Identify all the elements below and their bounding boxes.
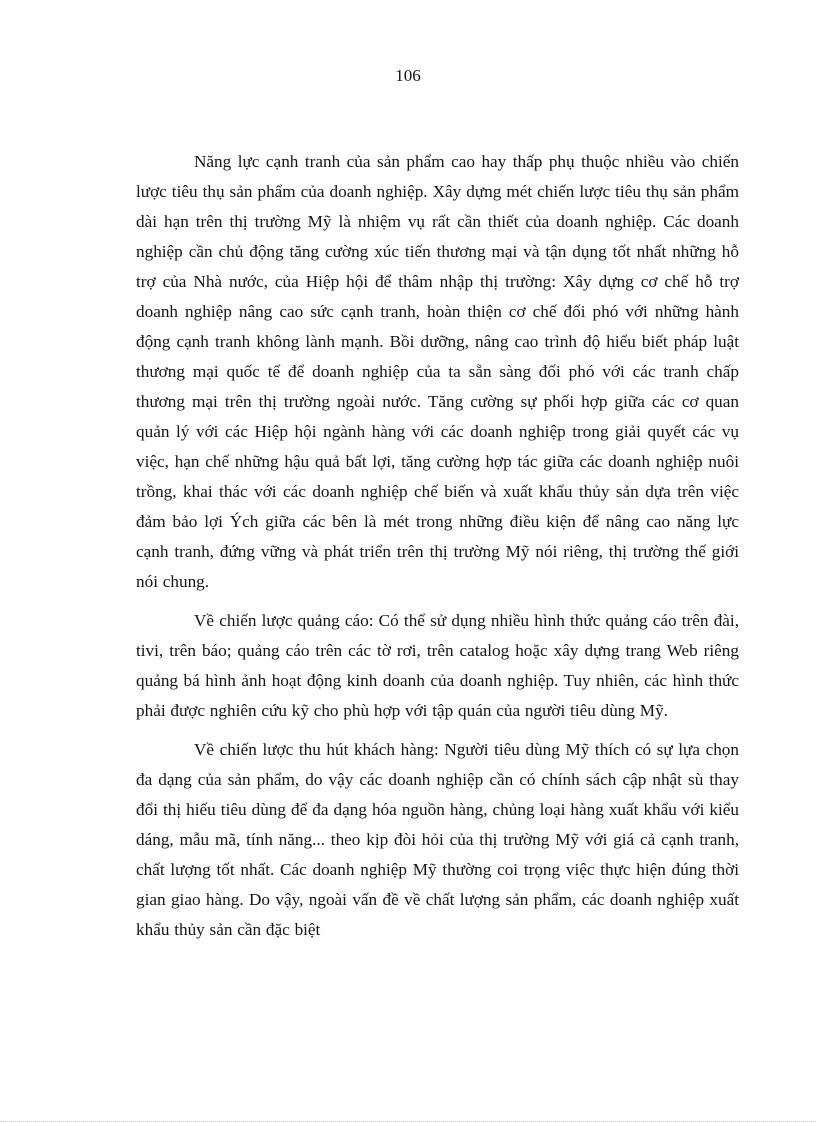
body-text — [136, 147, 739, 945]
paragraph-advertising-strategy: Về chiến lược quảng cáo: Có thể sử dụng nhiều hình thức quảng cáo trên đài, tivi, trên báo; quảng cáo trên các tờ rơi, trên catalog hoặc xây dựng trang Web riêng quảng bá hình ảnh hoạt động kinh doanh của doanh nghiệp. Tuy nhiên, các hình thức phải được nghiên cứu kỹ cho phù hợp với tập quán của người tiêu dùng Mỹ. — [136, 611, 739, 720]
paragraph-sales-strategy: Năng lực cạnh tranh của sản phẩm cao hay thấp phụ thuộc nhiều vào chiến lược tiêu thụ sản phẩm của doanh nghiệp. Xây dựng mét chiến lược tiêu thụ sản phẩm dài hạn trên thị trường Mỹ là nhiệm vụ rất cần thiết của doanh nghiệp. Các doanh nghiệp cần chủ động tăng cường xúc tiến thương mại và tận dụng tốt nhất những hỗ trợ của Nhà nước, của Hiệp hội để thâm nhập thị trường: Xây dựng cơ chế hỗ trợ doanh nghiệp nâng cao sức cạnh tranh, hoàn thiện cơ chế đối phó với những hành động cạnh tranh không lành mạnh. Bồi dưỡng, nâng cao trình độ hiểu biết pháp luật thương mại quốc tế để doanh nghiệp của ta sẵn sàng đối phó với các tranh chấp thương mại trên thị trường ngoài nước. Tăng cường sự phối hợp giữa các cơ quan quản lý với các Hiệp hội ngành hàng với các doanh nghiệp trong giải quyết các vụ việc, hạn chế những hậu quả bất lợi, tăng cường hợp tác giữa các doanh nghiệp nuôi trồng, khai thác với các doanh nghiệp chế biến và xuất khẩu thủy sản dựa trên việc đảm bảo lợi Ých giữa các bên là mét trong những điều kiện để nâng cao năng lực cạnh tranh, đứng vững và phát triển trên thị trường Mỹ nói riêng, thị trường thế giới nói chung. — [136, 152, 739, 591]
page-number: 106 — [395, 66, 421, 85]
paragraph-customer-strategy: Về chiến lược thu hút khách hàng: Người tiêu dùng Mỹ thích có sự lựa chọn đa dạng của sản phẩm, do vậy các doanh nghiệp cần có chính sách cập nhật sù thay đổi thị hiếu tiêu dùng để đa dạng hóa nguồn hàng, chủng loại hàng xuất khẩu với kiểu dáng, mẫu mã, tính năng... theo kịp đòi hỏi của thị trường Mỹ với giá cả cạnh tranh, chất lượng tốt nhất. Các doanh nghiệp Mỹ thường coi trọng việc thực hiện đúng thời gian giao hàng. Do vậy, ngoài vấn đề về chất lượng sản phẩm, các doanh nghiệp xuất khẩu thủy sản cần đặc biệt — [136, 740, 739, 939]
